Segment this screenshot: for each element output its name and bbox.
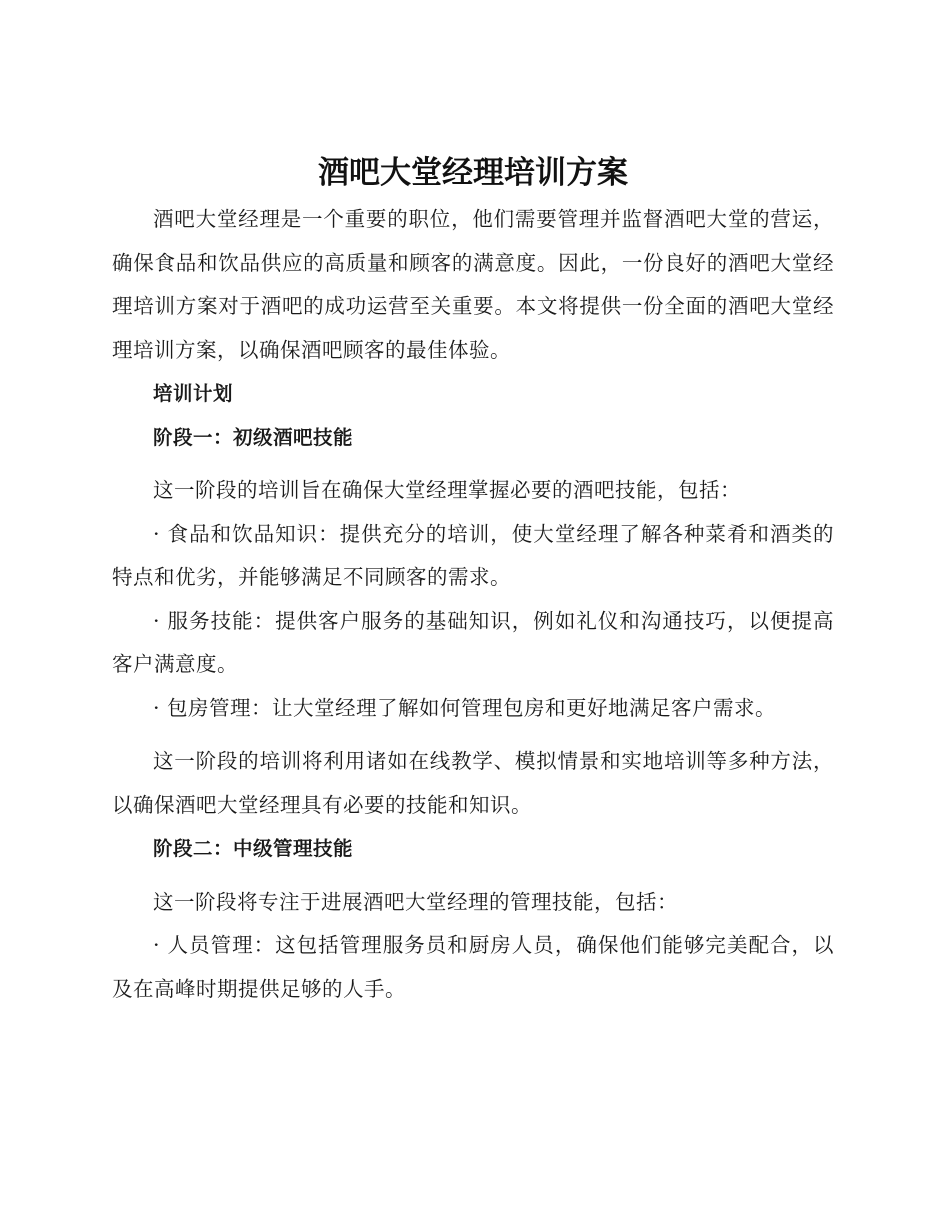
section-heading-training-plan: 培训计划 bbox=[152, 382, 233, 405]
stage1-lead-paragraph: 这一阶段的培训旨在确保大堂经理掌握必要的酒吧技能，包括： bbox=[153, 478, 741, 502]
stage2-bullet-item: · 人员管理：这包括管理服务员和厨房人员，确保他们能够完美配合，以及在高峰时期提供足够的人手。 bbox=[112, 933, 834, 1001]
stage1-bullet-item: · 包房管理：让大堂经理了解如何管理包房和更好地满足客户需求。 bbox=[153, 695, 777, 720]
stage1-bullet-item: · 食品和饮品知识：提供充分的培训，使大堂经理了解各种菜肴和酒类的特点和优劣，并能够满足不同顾客的需求。 bbox=[112, 521, 834, 589]
intro-paragraph: 酒吧大堂经理是一个重要的职位，他们需要管理并监督酒吧大堂的营运，确保食品和饮品供应的高质量和顾客的满意度。因此，一份良好的酒吧大堂经理培训方案对于酒吧的成功运营至关重要。本文将提供一份全面的酒吧大堂经理培训方案，以确保酒吧顾客的最佳体验。 bbox=[112, 207, 834, 362]
stage2-heading: 阶段二：中级管理技能 bbox=[152, 837, 353, 860]
stage1-closing-paragraph: 这一阶段的培训将利用诸如在线教学、模拟情景和实地培训等多种方法，以确保酒吧大堂经理具有必要的技能和知识。 bbox=[112, 749, 834, 817]
stage1-heading: 阶段一：初级酒吧技能 bbox=[152, 425, 353, 449]
document-title: 酒吧大堂经理培训方案 bbox=[318, 155, 628, 191]
stage2-lead-paragraph: 这一阶段将专注于进展酒吧大堂经理的管理技能，包括： bbox=[153, 889, 678, 914]
stage1-bullet-item: · 服务技能：提供客户服务的基础知识，例如礼仪和沟通技巧，以便提高客户满意度。 bbox=[112, 608, 834, 676]
document-page bbox=[112, 148, 834, 1011]
